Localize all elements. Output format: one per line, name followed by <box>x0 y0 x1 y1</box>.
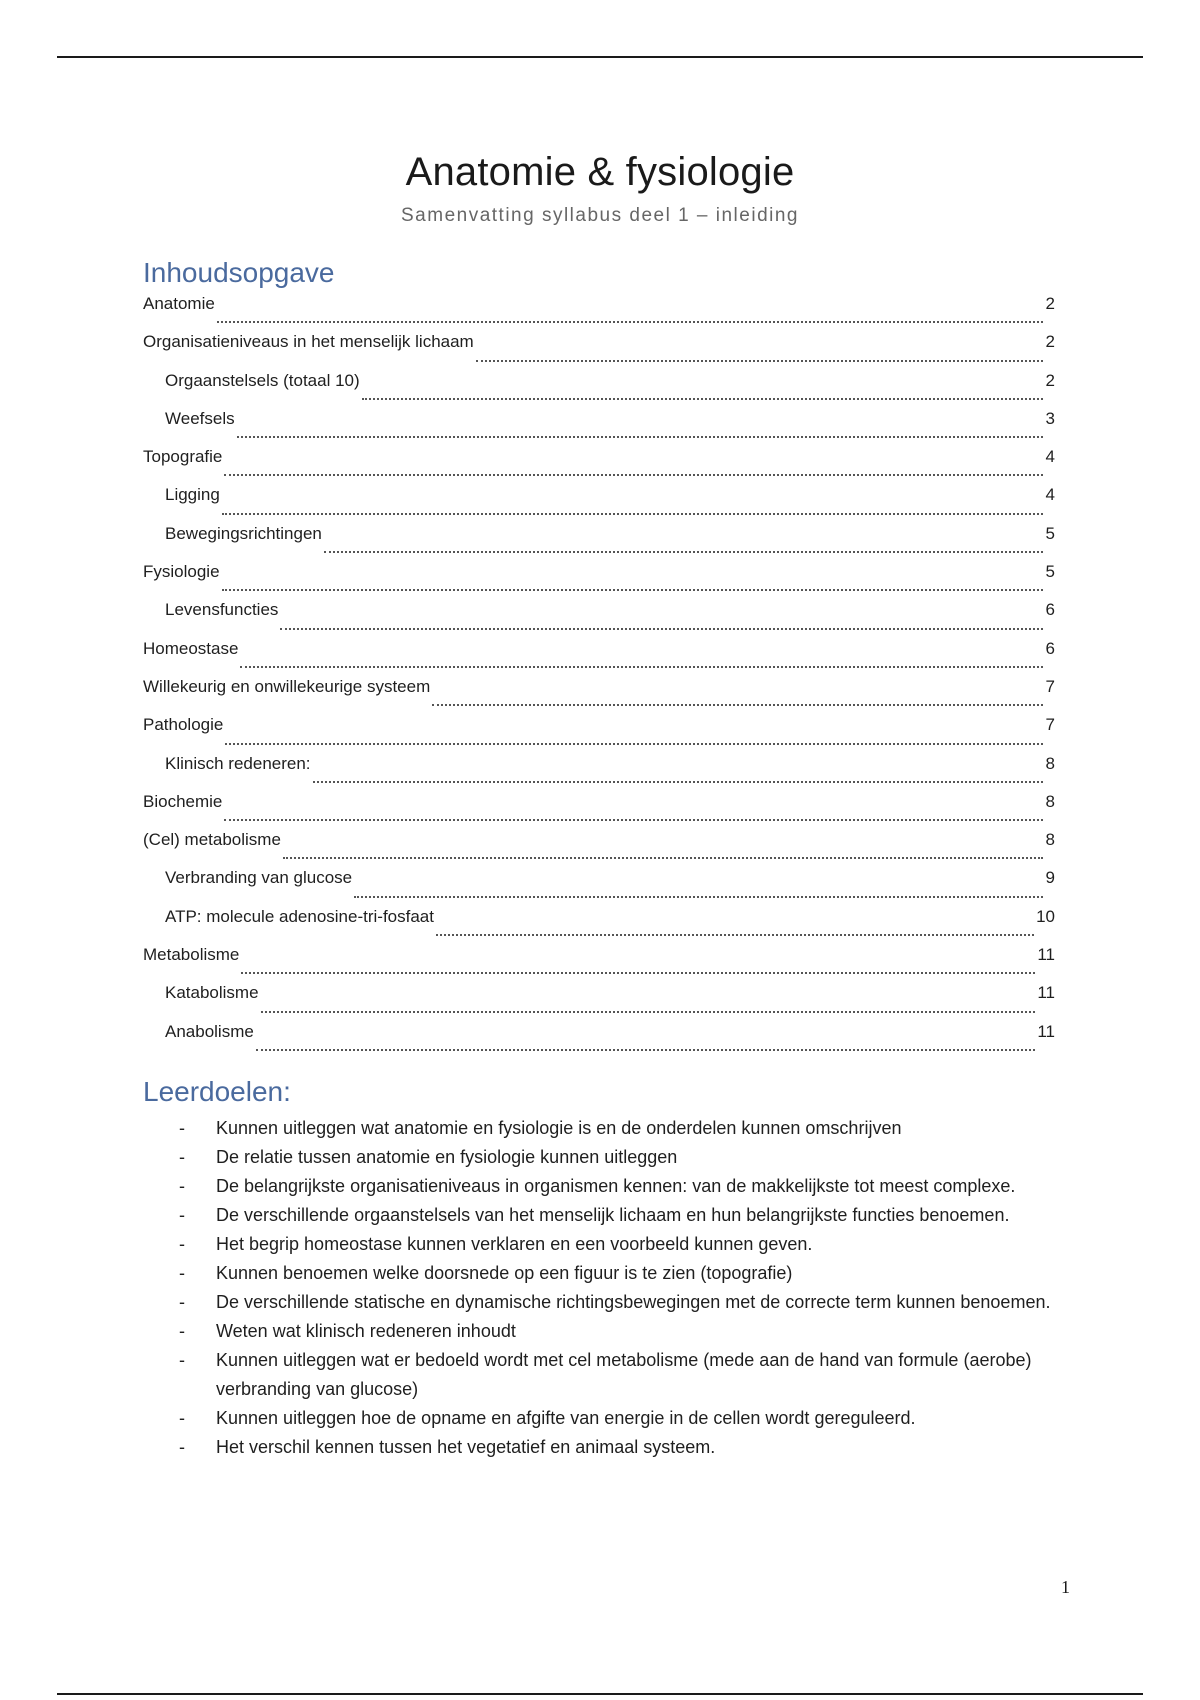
page-number: 1 <box>1061 1577 1070 1597</box>
bullet-dash: - <box>179 1292 185 1312</box>
toc-entry-cel-metabolisme[interactable] <box>143 830 1055 868</box>
toc-entry-atp[interactable] <box>143 907 1055 945</box>
toc-entry-page: 9 <box>1045 868 1055 888</box>
toc-entry-page: 5 <box>1045 562 1055 582</box>
toc-leader-dots <box>476 359 1043 362</box>
toc-entry-page: 10 <box>1036 906 1055 926</box>
bullet-dash: - <box>179 1321 185 1341</box>
toc-entry-page: 2 <box>1045 370 1055 390</box>
toc-entry-organisatieniveaus[interactable] <box>143 332 1055 370</box>
learning-goal-item <box>143 1230 1063 1259</box>
toc-leader-dots <box>222 512 1043 515</box>
toc-leader-dots <box>240 665 1043 668</box>
footer-rule <box>57 1693 1143 1695</box>
toc-leader-dots <box>225 742 1043 745</box>
toc-entry-label: Anatomie <box>143 294 215 313</box>
toc-entry-page: 7 <box>1045 715 1055 735</box>
toc-entry-fysiologie[interactable] <box>143 562 1055 600</box>
toc-entry-page: 3 <box>1045 408 1055 428</box>
toc-entry-orgaanstelsels[interactable] <box>143 371 1055 409</box>
toc-entry-page: 11 <box>1037 945 1055 965</box>
learning-goal-item <box>143 1288 1063 1317</box>
toc-entry-page: 2 <box>1045 332 1055 352</box>
toc-entry-page: 7 <box>1045 676 1055 696</box>
bullet-dash: - <box>179 1350 185 1370</box>
toc-leader-dots <box>354 895 1043 898</box>
toc-entry-ligging[interactable] <box>143 485 1055 523</box>
learning-goal-item <box>143 1143 1063 1172</box>
toc-entry-label: Willekeurig en onwillekeurige systeem <box>143 676 431 696</box>
toc-entry-label: Bewegingsrichtingen <box>165 523 322 543</box>
toc-entry-label: Weefsels <box>165 408 235 428</box>
toc-entry-label: (Cel) metabolisme <box>143 830 281 850</box>
toc-entry-pathologie[interactable] <box>143 715 1055 753</box>
bullet-dash: - <box>179 1176 185 1196</box>
learning-goal-text: De belangrijkste organisatieniveaus in organismen kennen: van de makkelijkste tot meest complexe. <box>216 1176 1016 1196</box>
bullet-dash: - <box>179 1118 185 1138</box>
bullet-dash: - <box>179 1147 185 1167</box>
learning-goals-heading: Leerdoelen: <box>143 1076 291 1107</box>
learning-goal-text: De verschillende orgaanstelsels van het menselijk lichaam en hun belangrijkste functies benoemen. <box>216 1205 1010 1225</box>
toc-entry-metabolisme[interactable] <box>143 945 1055 983</box>
toc-entry-topografie[interactable] <box>143 447 1055 485</box>
toc-entry-katabolisme[interactable] <box>143 983 1055 1021</box>
learning-goal-item <box>143 1433 1063 1462</box>
toc-entry-label: Pathologie <box>143 715 224 735</box>
learning-goal-item <box>143 1404 1063 1433</box>
toc-entry-willekeurig[interactable] <box>143 677 1055 715</box>
learning-goal-item <box>143 1201 1063 1230</box>
learning-goal-item <box>143 1259 1063 1288</box>
toc-leader-dots <box>436 933 1034 936</box>
toc-entry-label: Katabolisme <box>165 983 259 1003</box>
toc-entry-bewegingsrichtingen[interactable] <box>143 524 1055 562</box>
toc-entry-page: 8 <box>1045 791 1055 811</box>
toc-leader-dots <box>241 971 1035 974</box>
toc-entry-verbranding-glucose[interactable] <box>143 868 1055 906</box>
toc-entry-label: Klinisch redeneren: <box>165 753 311 773</box>
toc-entry-page: 4 <box>1045 485 1055 505</box>
bullet-dash: - <box>179 1408 185 1428</box>
toc-entry-label: Topografie <box>143 447 223 467</box>
learning-goal-text: Weten wat klinisch redeneren inhoudt <box>216 1321 516 1341</box>
toc-entry-levensfuncties[interactable] <box>143 600 1055 638</box>
toc-entry-label: Fysiologie <box>143 562 220 582</box>
learning-goal-text: Kunnen uitleggen wat anatomie en fysiologie is en de onderdelen kunnen omschrijven <box>216 1118 902 1138</box>
toc-entry-label: Verbranding van glucose <box>165 868 353 888</box>
toc-leader-dots <box>217 320 1043 323</box>
toc-leader-dots <box>283 856 1043 859</box>
toc-entry-label: ATP: molecule adenosine-tri-fosfaat <box>165 906 434 926</box>
document-subtitle: Samenvatting syllabus deel 1 – inleiding <box>401 205 799 226</box>
bullet-dash: - <box>179 1205 185 1225</box>
toc-leader-dots <box>256 1048 1036 1051</box>
toc-entry-page: 6 <box>1045 638 1055 658</box>
toc-leader-dots <box>224 473 1043 476</box>
toc-entry-page: 11 <box>1037 1021 1055 1041</box>
toc-entry-biochemie[interactable] <box>143 792 1055 830</box>
toc-entry-page: 11 <box>1037 983 1055 1003</box>
toc-leader-dots <box>432 703 1043 706</box>
toc-entry-weefsels[interactable] <box>143 409 1055 447</box>
toc-entry-label: Ligging <box>165 485 220 505</box>
learning-goals-list <box>143 1114 1063 1462</box>
toc-entry-anabolisme[interactable] <box>143 1022 1055 1060</box>
header-rule <box>57 56 1143 58</box>
learning-goal-text: Het begrip homeostase kunnen verklaren en een voorbeeld kunnen geven. <box>216 1234 813 1254</box>
learning-goal-item <box>143 1172 1063 1201</box>
document-title: Anatomie & fysiologie <box>405 150 795 194</box>
toc-leader-dots <box>324 550 1043 553</box>
bullet-dash: - <box>179 1437 185 1457</box>
toc-entry-label: Orgaanstelsels (totaal 10) <box>165 370 360 390</box>
toc-heading: Inhoudsopgave <box>143 257 335 288</box>
learning-goal-text: Kunnen uitleggen hoe de opname en afgifte van energie in de cellen wordt gereguleerd. <box>216 1408 916 1428</box>
toc-entry-label: Organisatieniveaus in het menselijk lichaam <box>143 332 474 352</box>
toc-entry-page: 2 <box>1045 294 1055 313</box>
toc-entry-anatomie[interactable] <box>143 294 1055 332</box>
learning-goal-text: De relatie tussen anatomie en fysiologie kunnen uitleggen <box>216 1147 678 1167</box>
toc-leader-dots <box>237 435 1043 438</box>
table-of-contents <box>143 294 1055 1060</box>
toc-entry-homeostase[interactable] <box>143 639 1055 677</box>
bullet-dash: - <box>179 1234 185 1254</box>
toc-entry-klinisch-redeneren[interactable] <box>143 754 1055 792</box>
toc-entry-label: Metabolisme <box>143 945 240 965</box>
toc-leader-dots <box>280 627 1043 630</box>
learning-goal-text: Het verschil kennen tussen het vegetatief en animaal systeem. <box>216 1437 716 1457</box>
learning-goal-text: Kunnen benoemen welke doorsnede op een figuur is te zien (topografie) <box>216 1263 793 1283</box>
toc-entry-label: Biochemie <box>143 791 223 811</box>
toc-leader-dots <box>261 1010 1036 1013</box>
toc-entry-page: 5 <box>1045 523 1055 543</box>
toc-leader-dots <box>313 780 1043 783</box>
toc-entry-label: Anabolisme <box>165 1021 254 1041</box>
learning-goal-item <box>143 1114 1063 1143</box>
learning-goal-text: Kunnen uitleggen wat er bedoeld wordt met cel metabolisme (mede aan de hand van formule (aerobe) verbranding van glucose) <box>216 1350 1032 1399</box>
toc-entry-page: 8 <box>1045 830 1055 850</box>
toc-entry-page: 6 <box>1045 600 1055 620</box>
learning-goal-text: De verschillende statische en dynamische richtingsbewegingen met de correcte term kunnen benoemen. <box>216 1292 1051 1312</box>
toc-entry-label: Homeostase <box>143 638 239 658</box>
bullet-dash: - <box>179 1263 185 1283</box>
toc-leader-dots <box>222 588 1043 591</box>
learning-goal-item <box>143 1346 1063 1404</box>
toc-entry-page: 4 <box>1045 447 1055 467</box>
toc-entry-page: 8 <box>1045 753 1055 773</box>
learning-goal-item <box>143 1317 1063 1346</box>
toc-entry-label: Levensfuncties <box>165 600 279 620</box>
toc-leader-dots <box>362 397 1043 400</box>
toc-leader-dots <box>224 818 1043 821</box>
